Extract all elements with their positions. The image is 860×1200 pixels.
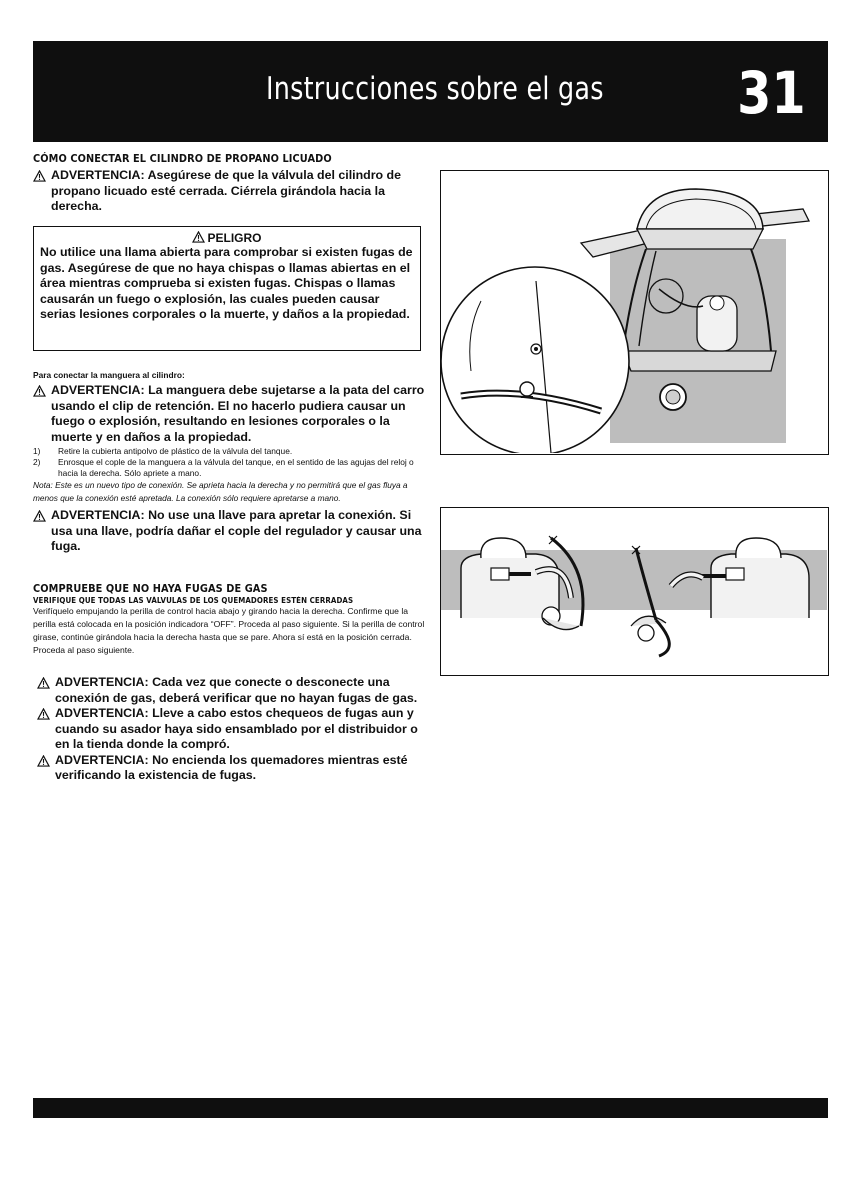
warning-text: Asegúrese de que la válvula del cilindro de propano licuado esté cerrada. Ciérrela girándola hacia la derecha. xyxy=(51,168,402,213)
section-connect-hose xyxy=(33,370,425,555)
warning-text: No use una llave para apretar la conexión. Si usa una llave, podría dañar el cople del regulador y causar una fuga. xyxy=(51,508,422,553)
note-text: Nota: Este es un nuevo tipo de conexión. Se aprieta hacia la derecha y no permitirá que el gas fluya a menos que la conexión esté apretada. La conexión sólo requiere apretarse a mano. xyxy=(33,480,408,503)
page-title: Instrucciones sobre el gas xyxy=(266,71,604,107)
section-subheading: VERIFIQUE QUE TODAS LAS VÁLVULAS DE LOS QUEMADORES ESTÉN CERRADAS xyxy=(33,596,354,605)
warning-label: ADVERTENCIA: xyxy=(51,168,145,182)
footer-bar xyxy=(33,1098,828,1118)
danger-text: No utilice una llama abierta para comprobar si existen fugas de gas. Asegúrese de que no haya chispas o llamas abiertas en el área mientras comprueba si existen fugas. Chispas o llamas causarán un fuego o explosión, las cuales pueden causar serias lesiones corporales o la muerte, y daños a la propiedad. xyxy=(40,245,413,322)
warning-valve-closed xyxy=(33,168,425,215)
section-heading: CÓMO CONECTAR EL CILINDRO DE PROPANO LICUADO xyxy=(33,153,332,165)
warning-icon xyxy=(33,510,46,522)
page-number: 31 xyxy=(737,59,806,127)
warning-icon xyxy=(33,170,46,182)
grill-illustration xyxy=(441,171,827,453)
figure-tank-connection xyxy=(440,507,829,676)
warning-no-wrench xyxy=(33,508,425,555)
warning-icon xyxy=(37,755,50,767)
list-item: 1) Retire la cubierta antipolvo de plástico de la válvula del tanque. xyxy=(33,446,293,456)
list-item: 2) Enrosque el cople de la manguera a la válvula del tanque, en el sentido de las agujas del reloj o hacia la derecha. Sólo apriete a mano. xyxy=(33,457,414,478)
tank-connection-illustration xyxy=(441,508,827,674)
warning-item: ADVERTENCIA: Cada vez que conecte o desconecte una conexión de gas, deberá verificar que no hayan fugas de gas. xyxy=(37,675,429,706)
warning-icon xyxy=(37,708,50,720)
figure-grill-hose-clip xyxy=(440,170,829,455)
section-leak-check xyxy=(33,583,425,657)
warning-icon xyxy=(33,385,46,397)
warning-item: ADVERTENCIA: Lleve a cabo estos chequeos de fugas aun y cuando su asador haya sido ensamblado por el distribuidor o en la tienda donde la compró. xyxy=(37,706,429,753)
leak-warnings xyxy=(37,675,429,784)
subheading: Para conectar la manguera al cilindro: xyxy=(33,370,185,380)
warning-icon xyxy=(37,677,50,689)
warning-label: ADVERTENCIA: xyxy=(51,383,145,397)
warning-label: ADVERTENCIA: xyxy=(51,508,145,522)
steps-list xyxy=(33,446,425,479)
warning-text: La manguera debe sujetarse a la pata del carro usando el clip de retención. El no hacerlo pudiera causar un fuego o explosión, resultando en lesiones corporales o la muerte y en daños a la propiedad. xyxy=(51,383,425,444)
danger-label: PELIGRO xyxy=(207,231,262,245)
section-heading: COMPRUEBE QUE NO HAYA FUGAS DE GAS xyxy=(33,583,268,595)
section-connect-cylinder xyxy=(33,153,425,215)
warning-icon xyxy=(192,231,205,243)
warning-item: ADVERTENCIA: No encienda los quemadores mientras esté verificando la existencia de fugas. xyxy=(37,753,429,784)
danger-box xyxy=(33,226,421,351)
warning-retention-clip xyxy=(33,383,425,445)
page-header xyxy=(33,41,828,142)
leak-text: Verifíquelo empujando la perilla de control hacia abajo y girando hacia la derecha. Confirme que la perilla está colocada en la posición indicadora “OFF”. Proceda al paso siguiente. Si la perilla de control girase, continúe girándola hacia la derecha hasta que se pare. Ahora sí está en la posición cerrada. Proceda al paso siguiente. xyxy=(33,606,425,655)
danger-heading xyxy=(40,231,414,245)
